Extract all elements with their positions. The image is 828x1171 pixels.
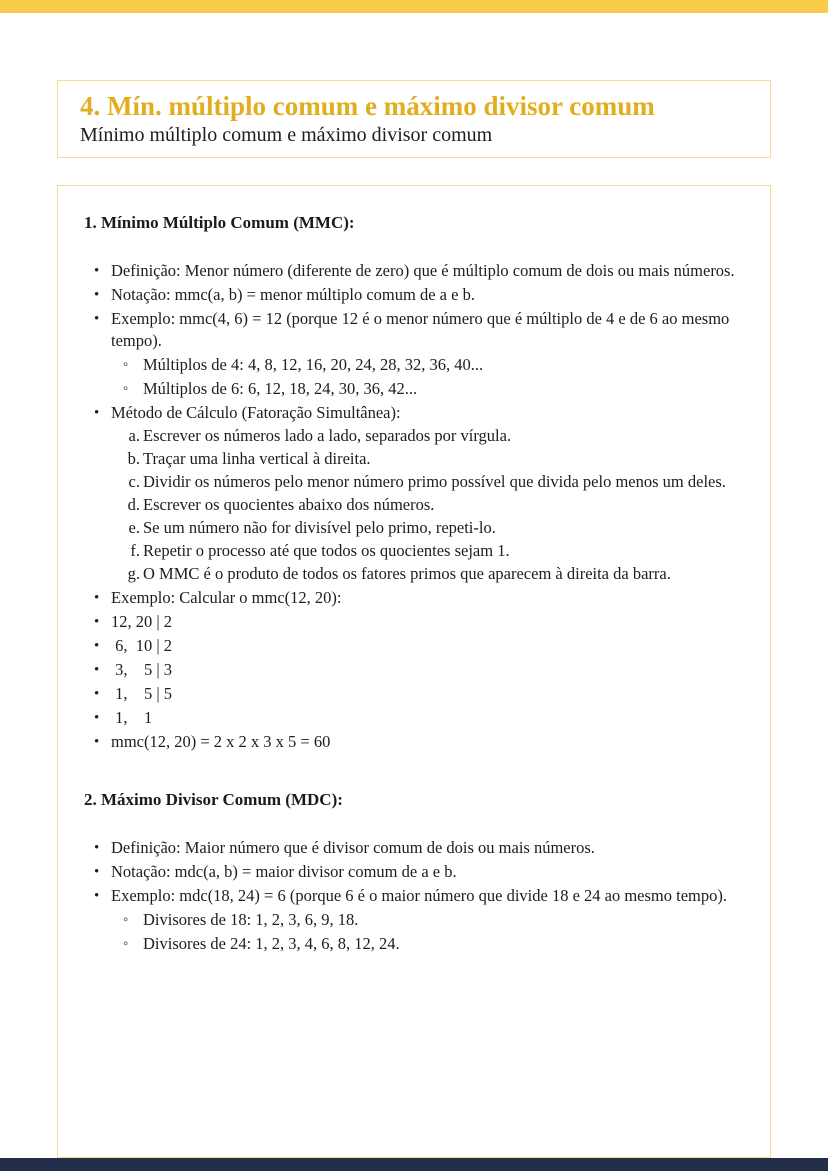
mmc-example-sublist: [111, 354, 744, 400]
sub-list-item-text: Divisores de 18: 1, 2, 3, 6, 9, 18.: [143, 910, 359, 929]
step-item: [123, 471, 744, 493]
step-item: [123, 494, 744, 516]
step-label: b.: [127, 449, 140, 468]
calc-line-item: [94, 611, 744, 633]
step-label: d.: [127, 495, 140, 514]
step-item: [123, 563, 744, 585]
sub-list-item: [123, 378, 744, 400]
list-item: [94, 308, 744, 400]
list-item: [94, 260, 744, 282]
list-item-text: Exemplo: mdc(18, 24) = 6 (porque 6 é o maior número que divide 18 e 24 ao mesmo tempo).: [111, 886, 727, 905]
sub-list-item: [123, 354, 744, 376]
list-item: [94, 837, 744, 859]
step-text: Escrever os quocientes abaixo dos números.: [143, 495, 435, 514]
calc-line-text: 1, 5 | 5: [111, 684, 173, 703]
header-card: [57, 80, 771, 158]
list-item-text: Definição: Maior número que é divisor comum de dois ou mais números.: [111, 838, 595, 857]
content-card: [57, 185, 771, 1158]
step-item: [123, 448, 744, 470]
mmc-method-steps: [111, 425, 744, 585]
step-text: Repetir o processo até que todos os quocientes sejam 1.: [143, 541, 510, 560]
sub-list-item-text: Divisores de 24: 1, 2, 3, 4, 6, 8, 12, 24.: [143, 934, 400, 953]
mdc-list: [84, 837, 744, 955]
list-item: [94, 402, 744, 585]
list-item: [94, 284, 744, 306]
step-item: [123, 540, 744, 562]
list-item-text: Notação: mdc(a, b) = maior divisor comum de a e b.: [111, 862, 457, 881]
step-label: f.: [130, 541, 140, 560]
list-item-text: Notação: mmc(a, b) = menor múltiplo comum de a e b.: [111, 285, 475, 304]
list-item-text: Exemplo: Calcular o mmc(12, 20):: [111, 588, 342, 607]
mmc-list: [84, 260, 744, 753]
page-subtitle: Mínimo múltiplo comum e máximo divisor comum: [80, 124, 493, 146]
calc-line-item: [94, 659, 744, 681]
calc-line-item: [94, 707, 744, 729]
sub-list-item: [123, 933, 744, 955]
list-item: [94, 587, 744, 609]
page-title: 4. Mín. múltiplo comum e máximo divisor comum: [80, 91, 655, 121]
sub-list-item-text: Múltiplos de 6: 6, 12, 18, 24, 30, 36, 42...: [143, 379, 418, 398]
sub-list-item-text: Múltiplos de 4: 4, 8, 12, 16, 20, 24, 28, 32, 36, 40...: [143, 355, 484, 374]
step-label: e.: [128, 518, 140, 537]
step-label: g.: [127, 564, 140, 583]
sub-list-item: [123, 909, 744, 931]
calc-line-text: 12, 20 | 2: [111, 612, 173, 631]
calc-line-text: 6, 10 | 2: [111, 636, 173, 655]
list-item: [94, 885, 744, 955]
calc-line-text: 1, 1: [111, 708, 153, 727]
section-heading-mmc: 1. Mínimo Múltiplo Comum (MMC):: [84, 213, 355, 232]
top-accent-bar: [0, 0, 828, 13]
step-text: Escrever os números lado a lado, separados por vírgula.: [143, 426, 512, 445]
list-item: [94, 861, 744, 883]
section-heading-mdc: 2. Máximo Divisor Comum (MDC):: [84, 790, 343, 809]
step-text: Se um número não for divisível pelo primo, repeti-lo.: [143, 518, 496, 537]
calc-line-text: 3, 5 | 3: [111, 660, 173, 679]
step-label: a.: [128, 426, 140, 445]
list-item-text: Método de Cálculo (Fatoração Simultânea):: [111, 403, 401, 422]
step-text: Dividir os números pelo menor número primo possível que divida pelo menos um deles.: [143, 472, 726, 491]
list-item: [94, 731, 744, 753]
step-item: [123, 517, 744, 539]
bottom-accent-bar: [0, 1158, 828, 1171]
mdc-example-sublist: [111, 909, 744, 955]
step-text: Traçar uma linha vertical à direita.: [143, 449, 371, 468]
step-text: O MMC é o produto de todos os fatores primos que aparecem à direita da barra.: [143, 564, 671, 583]
list-item-text: Exemplo: mmc(4, 6) = 12 (porque 12 é o menor número que é múltiplo de 4 e de 6 ao mesmo tempo).: [111, 309, 730, 350]
calc-line-item: [94, 683, 744, 705]
step-label: c.: [128, 472, 140, 491]
calc-line-item: [94, 635, 744, 657]
list-item-text: mmc(12, 20) = 2 x 2 x 3 x 5 = 60: [111, 732, 331, 751]
list-item-text: Definição: Menor número (diferente de zero) que é múltiplo comum de dois ou mais números.: [111, 261, 735, 280]
step-item: [123, 425, 744, 447]
